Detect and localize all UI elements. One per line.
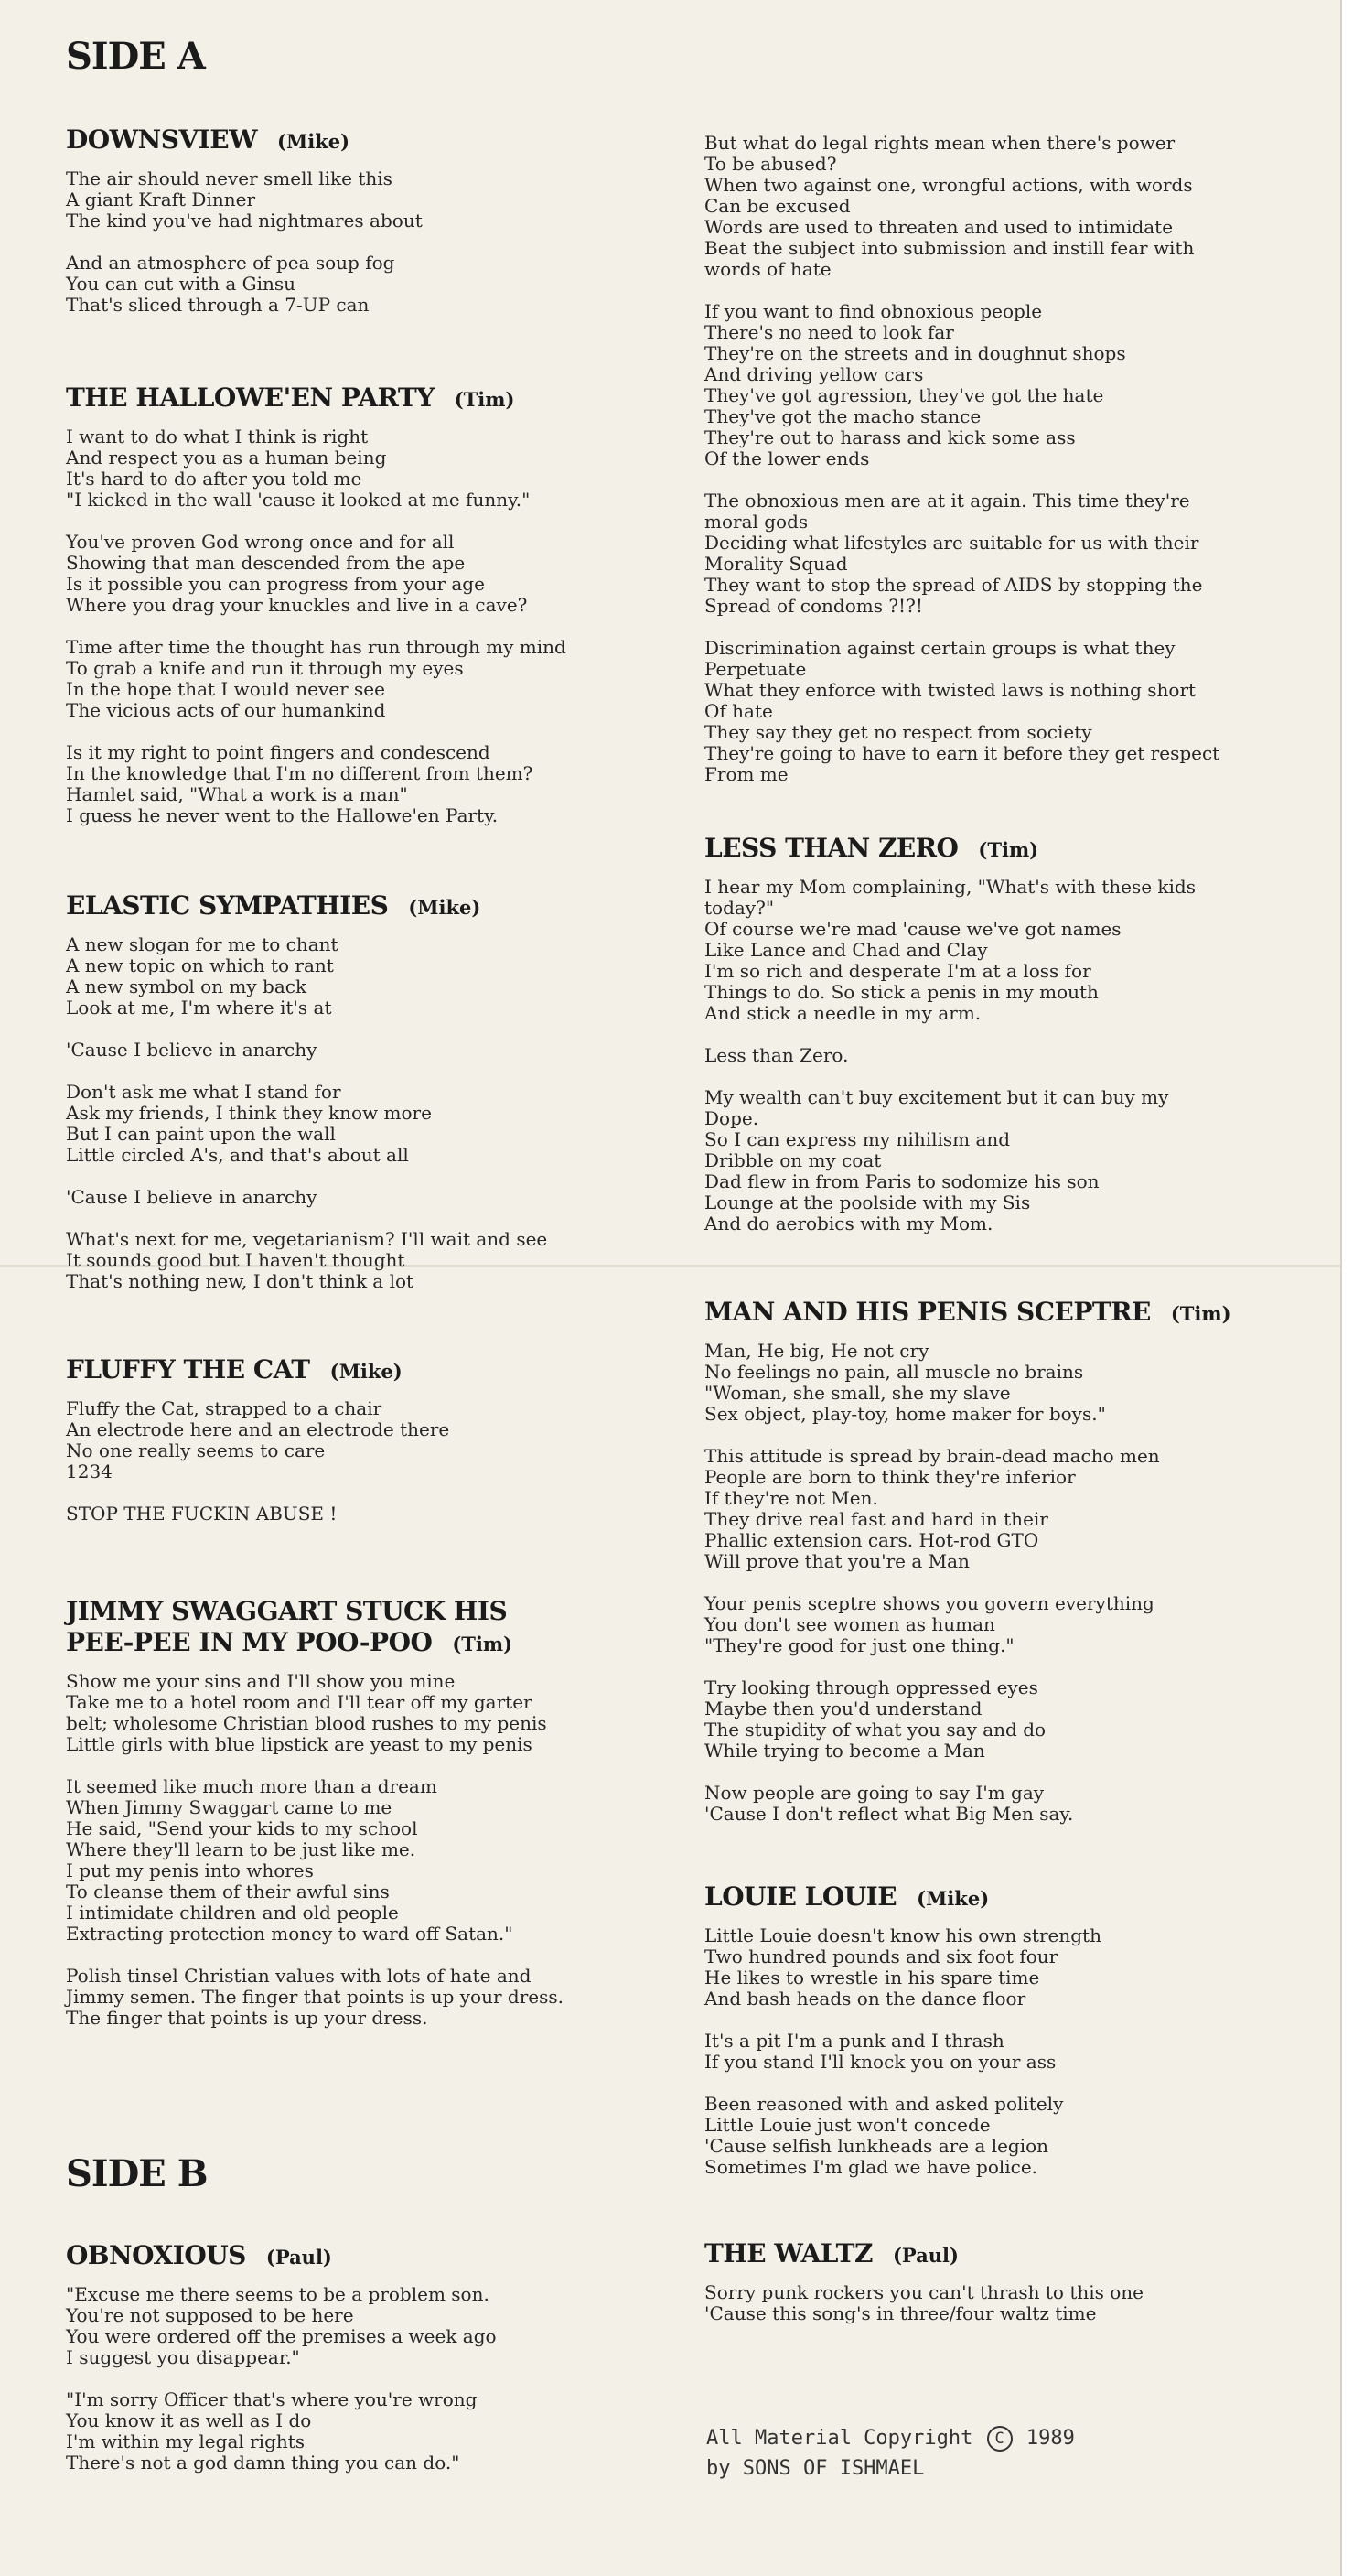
song-obnoxious-continued bbox=[704, 133, 1336, 785]
song-author: (Tim) bbox=[978, 838, 1039, 861]
song-title bbox=[704, 1297, 1336, 1330]
song-fluffy-the-cat bbox=[66, 1354, 688, 1525]
copyright-band: by SONS OF ISHMAEL bbox=[706, 2457, 925, 2480]
lyrics bbox=[704, 877, 1336, 1234]
lyrics bbox=[704, 1925, 1336, 2178]
song-jimmy-swaggart bbox=[66, 1596, 688, 2029]
song-author: (Paul) bbox=[265, 2246, 332, 2269]
song-title bbox=[704, 1881, 1336, 1914]
lyrics bbox=[66, 426, 688, 826]
song-author: (Paul) bbox=[892, 2244, 959, 2267]
stanza: Discrimination against certain groups is what they Perpetuate What they enforce with twisted laws is nothing short Of hate They say they get no respect from society They're going to have to earn it before they get respect From me bbox=[704, 637, 1220, 785]
song-title bbox=[704, 2238, 1336, 2271]
song-less-than-zero bbox=[704, 833, 1336, 1234]
stanza: Polish tinsel Christian values with lots of hate and Jimmy semen. The finger that points is up your dress. The finger that points is up your dress. bbox=[66, 1965, 564, 2029]
lyrics bbox=[66, 934, 688, 1292]
song-title-text: JIMMY SWAGGART STUCK HIS PEE-PEE IN MY POO-POO bbox=[66, 1596, 508, 1657]
song-title-text: LESS THAN ZERO bbox=[704, 833, 959, 863]
stanza: STOP THE FUCKIN ABUSE ! bbox=[66, 1503, 338, 1525]
song-author: (Mike) bbox=[277, 130, 350, 153]
copyright-text: All Material Copyright bbox=[706, 2427, 985, 2450]
stanza: 'Cause I believe in anarchy bbox=[66, 1039, 317, 1061]
stanza: Try looking through oppressed eyes Maybe then you'd understand The stupidity of what you say and do While trying to become a Man bbox=[704, 1676, 1047, 1762]
song-author: (Tim) bbox=[1170, 1302, 1231, 1325]
lyrics bbox=[66, 168, 688, 316]
song-title-text: THE HALLOWE'EN PARTY bbox=[66, 383, 435, 413]
stanza: A new slogan for me to chant A new topic on which to rant A new symbol on my back Look at me, I'm where it's at bbox=[66, 933, 338, 1019]
song-author: (Tim) bbox=[452, 1633, 513, 1655]
stanza: If you want to find obnoxious people There's no need to look far They're on the streets and in doughnut shops And driving yellow cars They've got agression, they've got the hate They've got the macho stance They're out to harass and kick some ass Of the lower ends bbox=[704, 300, 1126, 469]
song-elastic-sympathies bbox=[66, 890, 688, 1292]
copyright-circle-icon: C bbox=[987, 2426, 1013, 2452]
stanza: I want to do what I think is right And respect you as a human being It's hard to do after you told me "I kicked in the wall 'cause it looked at me funny." bbox=[66, 426, 531, 511]
stanza: Fluffy the Cat, strapped to a chair An electrode here and an electrode there No one really seems to care 1234 bbox=[66, 1397, 450, 1482]
song-title bbox=[66, 383, 688, 415]
stanza: It's a pit I'm a punk and I thrash If you stand I'll knock you on your ass bbox=[704, 2030, 1057, 2073]
song-man-and-his-penis-sceptre bbox=[704, 1297, 1336, 1825]
lyrics bbox=[704, 1341, 1336, 1825]
side-b-heading: SIDE B bbox=[66, 2152, 208, 2195]
stanza: But what do legal rights mean when there's power To be abused? When two against one, wrongful actions, with words Can be excused Words are used to threaten and used to intimidate Beat the subject into submission and instill fear with words of hate bbox=[704, 132, 1195, 280]
song-title bbox=[66, 124, 688, 157]
song-louie-louie bbox=[704, 1881, 1336, 2178]
stanza: It seemed like much more than a dream When Jimmy Swaggart came to me He said, "Send your kids to my school Where they'll learn to be just like me. I put my penis into whores To cleanse them of their awful sins I intimidate children and old people Extracting protection money to ward off Satan." bbox=[66, 1775, 513, 1945]
stanza: "Excuse me there seems to be a problem son. You're not supposed to be here You were ordered off the premises a week ago I suggest you disappear." bbox=[66, 2283, 497, 2368]
copyright-year: 1989 bbox=[1014, 2427, 1075, 2450]
song-title-text: OBNOXIOUS bbox=[66, 2240, 246, 2270]
song-halloween-party bbox=[66, 383, 688, 826]
stanza: Now people are going to say I'm gay 'Cause I don't reflect what Big Men say. bbox=[704, 1782, 1074, 1825]
song-title bbox=[66, 890, 688, 923]
stanza: Is it my right to point fingers and condescend In the knowledge that I'm no different from them? Hamlet said, "What a work is a man" I guess he never went to the Hallowe'en Party. bbox=[66, 741, 533, 826]
lyrics bbox=[704, 133, 1336, 785]
stanza: Sorry punk rockers you can't thrash to this one 'Cause this song's in three/four waltz time bbox=[704, 2281, 1144, 2324]
stanza: Little Louie doesn't know his own strength Two hundred pounds and six foot four He likes to wrestle in his spare time And bash heads on the dance floor bbox=[704, 1924, 1101, 2010]
song-title bbox=[66, 2240, 688, 2273]
stanza: Your penis sceptre shows you govern everything You don't see women as human "They're good for just one thing." bbox=[704, 1592, 1154, 1656]
song-title-text: ELASTIC SYMPATHIES bbox=[66, 890, 389, 921]
stanza: I hear my Mom complaining, "What's with these kids today?" Of course we're mad 'cause we've got names Like Lance and Chad and Clay I'm so rich and desperate I'm at a loss for Things to do. So stick a penis in my mouth And stick a needle in my arm. bbox=[704, 876, 1196, 1024]
stanza: "I'm sorry Officer that's where you're wrong You know it as well as I do I'm within my legal rights There's not a god damn thing you can do." bbox=[66, 2388, 478, 2474]
stanza: This attitude is spread by brain-dead macho men People are born to think they're inferior If they're not Men. They drive real fast and hard in their Phallic extension cars. Hot-rod GTO Will prove that you're a Man bbox=[704, 1445, 1160, 1572]
song-title-text: FLUFFY THE CAT bbox=[66, 1354, 310, 1385]
lyrics bbox=[66, 2284, 688, 2474]
song-title-text: LOUIE LOUIE bbox=[704, 1881, 897, 1912]
stanza: 'Cause I believe in anarchy bbox=[66, 1186, 317, 1208]
song-title bbox=[704, 833, 1336, 866]
song-title-text: DOWNSVIEW bbox=[66, 124, 258, 155]
stanza: Time after time the thought has run through my mind To grab a knife and run it through my eyes In the hope that I would never see The vicious acts of our humankind bbox=[66, 636, 566, 721]
stanza: What's next for me, vegetarianism? I'll wait and see It sounds good but I haven't thought That's nothing new, I don't think a lot bbox=[66, 1228, 548, 1292]
song-title-text: MAN AND HIS PENIS SCEPTRE bbox=[704, 1297, 1151, 1327]
stanza: Don't ask me what I stand for Ask my friends, I think they know more But I can paint upon the wall Little circled A's, and that's about all bbox=[66, 1081, 432, 1166]
lyrics bbox=[704, 2282, 1336, 2324]
side-a-heading: SIDE A bbox=[66, 35, 205, 78]
song-obnoxious bbox=[66, 2240, 688, 2474]
song-author: (Mike) bbox=[917, 1887, 990, 1910]
stanza: Show me your sins and I'll show you mine Take me to a hotel room and I'll tear off my garter belt; wholesome Christian blood rushes to my penis Little girls with blue lipstick are yeast to my penis bbox=[66, 1670, 547, 1755]
stanza: The obnoxious men are at it again. This time they're moral gods Deciding what lifestyles are suitable for us with their Morality Squad They want to stop the spread of AIDS by stopping the Spread of condoms ?!?! bbox=[704, 490, 1203, 617]
song-author: (Tim) bbox=[454, 388, 515, 411]
song-title bbox=[66, 1354, 688, 1387]
lyrics bbox=[66, 1398, 688, 1525]
stanza: Been reasoned with and asked politely Little Louie just won't concede 'Cause selfish lunkheads are a legion Sometimes I'm glad we have police. bbox=[704, 2093, 1064, 2178]
lyrics bbox=[66, 1671, 688, 2029]
song-author: (Mike) bbox=[329, 1360, 403, 1383]
song-title-text: THE WALTZ bbox=[704, 2238, 873, 2269]
song-downsview bbox=[66, 124, 688, 316]
copyright-notice bbox=[706, 2423, 1075, 2484]
stanza: My wealth can't buy excitement but it can buy my Dope. So I can express my nihilism and Dribble on my coat Dad flew in from Paris to sodomize his son Lounge at the poolside with my Sis And do aerobics with my Mom. bbox=[704, 1086, 1169, 1234]
stanza: Less than Zero. bbox=[704, 1044, 849, 1066]
stanza: You've proven God wrong once and for all Showing that man descended from the ape Is it possible you can progress from your age Where you drag your knuckles and live in a cave? bbox=[66, 531, 528, 616]
song-title bbox=[66, 1596, 688, 1660]
stanza: Man, He big, He not cry No feelings no pain, all muscle no brains "Woman, she small, she my slave Sex object, play-toy, home maker for boys." bbox=[704, 1340, 1106, 1425]
stanza: And an atmosphere of pea soup fog You can cut with a Ginsu That's sliced through a 7-UP can bbox=[66, 252, 395, 316]
song-author: (Mike) bbox=[408, 896, 481, 919]
stanza: The air should never smell like this A giant Kraft Dinner The kind you've had nightmares about bbox=[66, 167, 423, 232]
song-the-waltz bbox=[704, 2238, 1336, 2324]
